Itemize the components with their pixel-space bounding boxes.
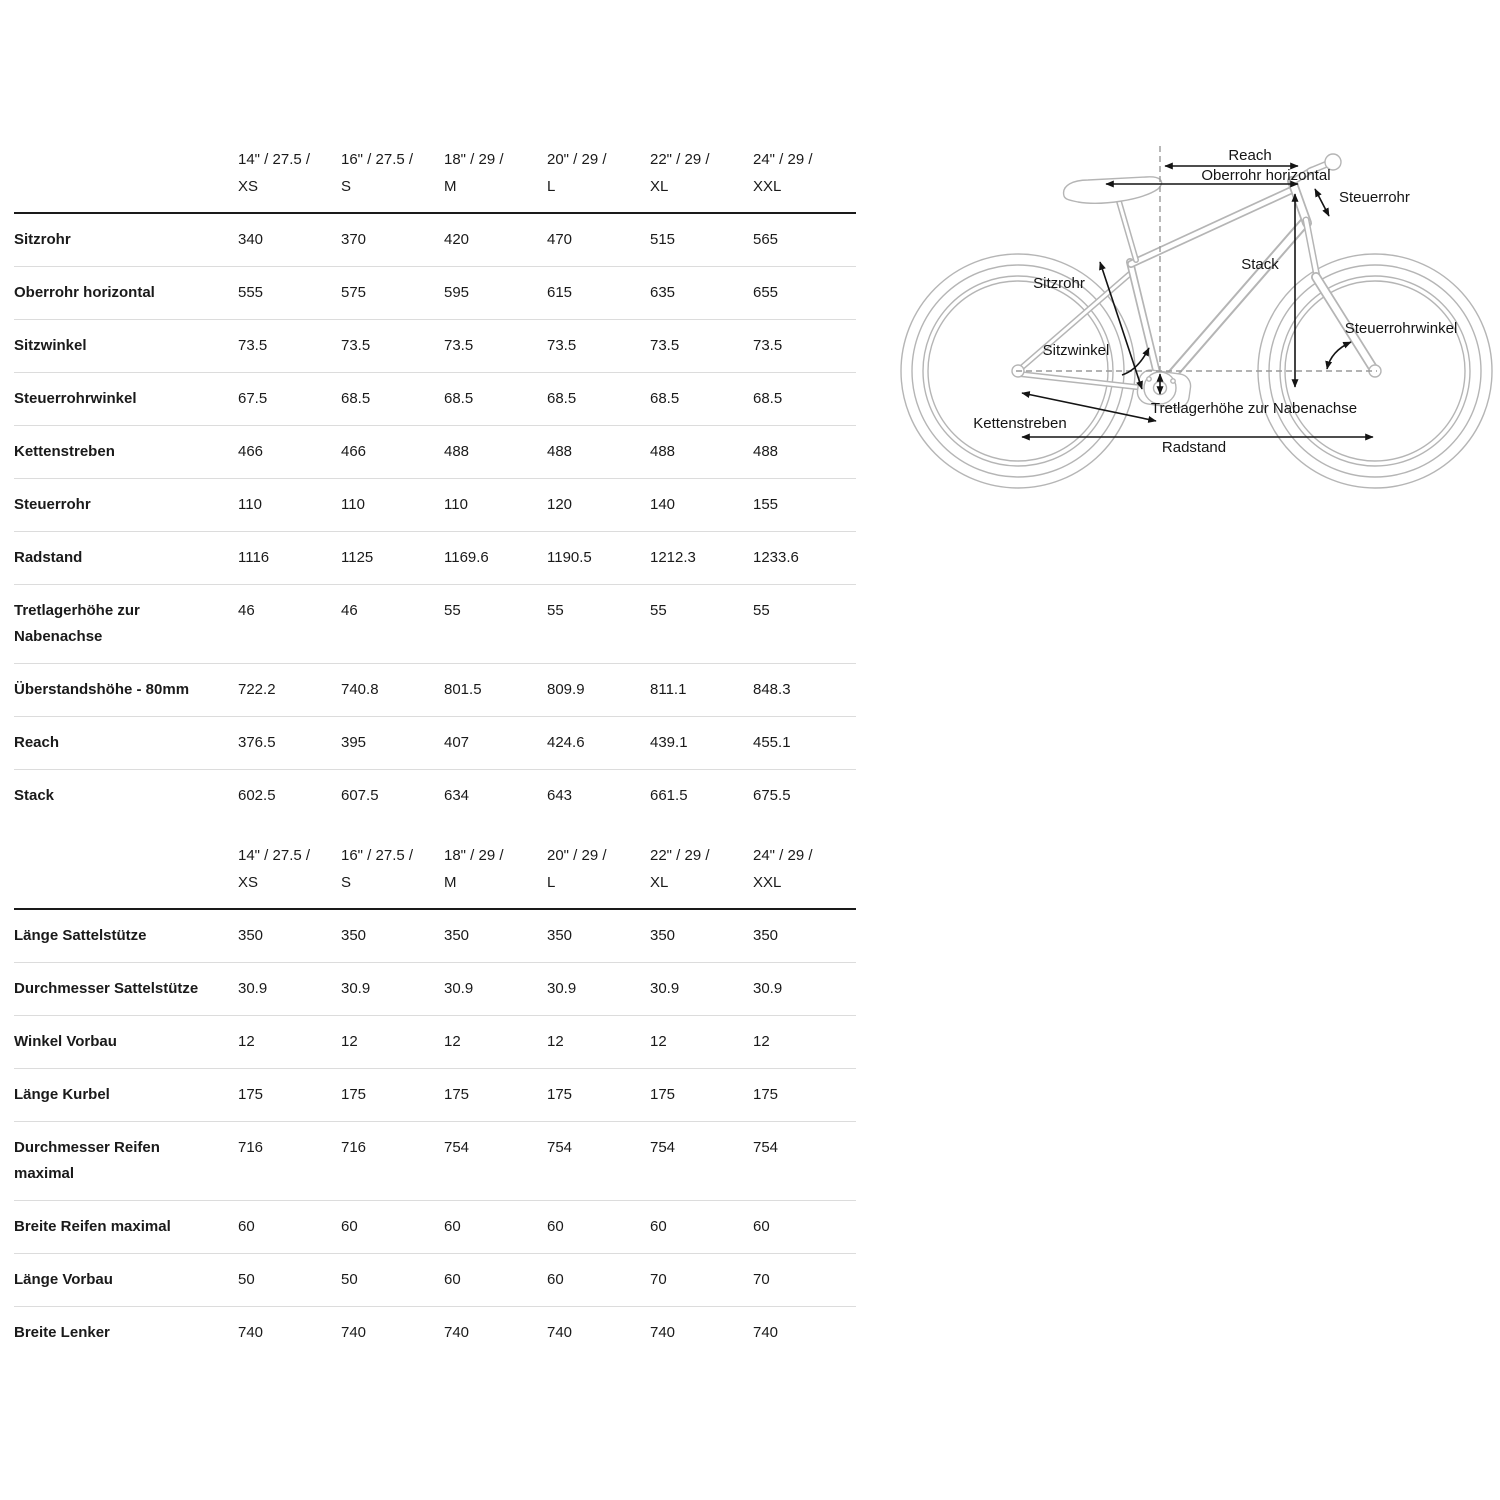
reach-label: Reach: [1228, 147, 1272, 164]
row-label: Reach: [14, 734, 60, 751]
value-cell: 175: [444, 1086, 470, 1103]
size-header-S: [341, 838, 444, 909]
value-cell: 424.6: [547, 734, 585, 751]
value-cell: 60: [238, 1218, 255, 1235]
size-header-XXL: [753, 142, 856, 213]
value-cell: 470: [547, 231, 573, 248]
value-cell: 407: [444, 734, 470, 751]
value-cell: 50: [341, 1271, 358, 1288]
row-label: Breite Lenker: [14, 1324, 110, 1341]
size-wheel-label: 20" / 29 /: [547, 151, 607, 168]
value-cell: 175: [547, 1086, 573, 1103]
value-cell: 716: [341, 1139, 367, 1156]
value-cell: 1212.3: [650, 549, 696, 566]
table-row: [14, 373, 856, 426]
value-cell: 12: [341, 1033, 358, 1050]
value-cell: 60: [444, 1271, 461, 1288]
value-cell: 73.5: [238, 337, 268, 354]
value-cell: 68.5: [547, 390, 577, 407]
kettenstreben-label: Kettenstreben: [973, 415, 1067, 432]
value-cell: 30.9: [650, 980, 680, 997]
value-cell: 175: [341, 1086, 367, 1103]
row-label: Durchmesser Sattelstütze: [14, 980, 199, 997]
radstand-label: Radstand: [1161, 439, 1227, 456]
value-cell: 68.5: [753, 390, 783, 407]
row-label: Sitzwinkel: [14, 337, 87, 354]
sitzwinkel-label: Sitzwinkel: [1042, 342, 1110, 359]
value-cell: 575: [341, 284, 367, 301]
size-code-label: XS: [238, 874, 259, 891]
value-cell: 740.8: [341, 681, 379, 698]
row-label: Kettenstreben: [14, 443, 115, 460]
value-cell: 73.5: [650, 337, 680, 354]
value-cell: 350: [650, 927, 676, 944]
value-cell: 740: [444, 1324, 470, 1341]
steuerrohrwinkel-label: Steuerrohrwinkel: [1344, 320, 1458, 337]
table-row: [14, 1016, 856, 1069]
value-cell: 848.3: [753, 681, 791, 698]
row-label: Radstand: [14, 549, 83, 566]
size-wheel-label: 14" / 27.5 /: [238, 847, 311, 864]
value-cell: 466: [238, 443, 264, 460]
value-cell: 488: [650, 443, 676, 460]
value-cell: 55: [650, 602, 667, 619]
value-cell: 73.5: [341, 337, 371, 354]
table-row: [14, 1254, 856, 1307]
value-cell: 350: [341, 927, 367, 944]
value-cell: 716: [238, 1139, 264, 1156]
size-code-label: L: [547, 178, 556, 195]
value-cell: 60: [444, 1218, 461, 1235]
value-cell: 30.9: [238, 980, 268, 997]
table-row: [14, 1122, 856, 1201]
table-row: [14, 770, 856, 823]
value-cell: 722.2: [238, 681, 276, 698]
front-fork: [1306, 220, 1381, 377]
empty-header-cell: [14, 838, 238, 909]
value-cell: 607.5: [341, 787, 379, 804]
table-row: [14, 213, 856, 267]
value-cell: 120: [547, 496, 573, 513]
size-code-label: XXL: [753, 874, 782, 891]
size-code-label: M: [444, 874, 457, 891]
value-cell: 811.1: [650, 681, 687, 698]
size-header-XL: [650, 142, 753, 213]
value-cell: 439.1: [650, 734, 688, 751]
value-cell: 73.5: [444, 337, 474, 354]
value-cell: 740: [753, 1324, 779, 1341]
table-row: [14, 532, 856, 585]
value-cell: 643: [547, 787, 573, 804]
row-label: Steuerrohrwinkel: [14, 390, 137, 407]
value-cell: 740: [238, 1324, 264, 1341]
value-cell: 12: [753, 1033, 770, 1050]
size-code-label: M: [444, 178, 457, 195]
value-cell: 30.9: [547, 980, 577, 997]
value-cell: 110: [444, 496, 468, 513]
value-cell: 740: [547, 1324, 573, 1341]
geometry-table: [14, 142, 856, 1359]
steuerrohrwinkel-arc: [1327, 342, 1351, 369]
value-cell: 466: [341, 443, 367, 460]
value-cell: 73.5: [547, 337, 577, 354]
size-header-row: [14, 838, 856, 909]
value-cell: 12: [650, 1033, 667, 1050]
table-row: [14, 1201, 856, 1254]
value-cell: 110: [238, 496, 262, 513]
row-label: Durchmesser Reifen maximal: [14, 1139, 160, 1182]
value-cell: 60: [547, 1271, 564, 1288]
stack-label: Stack: [1241, 256, 1279, 273]
value-cell: 809.9: [547, 681, 585, 698]
table-row: [14, 664, 856, 717]
value-cell: 350: [547, 927, 573, 944]
value-cell: 70: [753, 1271, 770, 1288]
value-cell: 60: [341, 1218, 358, 1235]
value-cell: 661.5: [650, 787, 688, 804]
value-cell: 420: [444, 231, 470, 248]
size-header-XL: [650, 838, 753, 909]
value-cell: 70: [650, 1271, 667, 1288]
size-wheel-label: 24" / 29 /: [753, 847, 813, 864]
value-cell: 555: [238, 284, 264, 301]
bike-geometry-diagram: [888, 132, 1498, 504]
size-code-label: XS: [238, 178, 259, 195]
table-row: [14, 426, 856, 479]
saddle: [1064, 177, 1162, 203]
value-cell: 30.9: [341, 980, 371, 997]
row-label: Oberrohr horizontal: [14, 284, 155, 301]
value-cell: 50: [238, 1271, 255, 1288]
sitzrohr-label: Sitzrohr: [1033, 275, 1085, 292]
value-cell: 55: [753, 602, 770, 619]
value-cell: 488: [547, 443, 573, 460]
value-cell: 30.9: [753, 980, 783, 997]
value-cell: 1116: [238, 549, 270, 566]
row-label: Länge Vorbau: [14, 1271, 113, 1288]
value-cell: 740: [341, 1324, 367, 1341]
size-header-XS: [238, 838, 341, 909]
value-cell: 595: [444, 284, 470, 301]
value-cell: 30.9: [444, 980, 474, 997]
value-cell: 60: [753, 1218, 770, 1235]
size-wheel-label: 24" / 29 /: [753, 151, 813, 168]
value-cell: 175: [753, 1086, 779, 1103]
value-cell: 350: [444, 927, 470, 944]
value-cell: 801.5: [444, 681, 482, 698]
value-cell: 488: [444, 443, 470, 460]
row-label: Breite Reifen maximal: [14, 1218, 171, 1235]
value-cell: 655: [753, 284, 779, 301]
value-cell: 140: [650, 496, 676, 513]
value-cell: 110: [341, 496, 365, 513]
table-row: [14, 963, 856, 1016]
value-cell: 740: [650, 1324, 676, 1341]
empty-header-cell: [14, 142, 238, 213]
value-cell: 634: [444, 787, 470, 804]
oberrohr-horizontal-label: Oberrohr horizontal: [1201, 167, 1331, 184]
value-cell: 635: [650, 284, 676, 301]
value-cell: 60: [547, 1218, 564, 1235]
tretlagerhoehe-label: Tretlagerhöhe zur Nabenachse: [1150, 400, 1358, 417]
value-cell: 68.5: [650, 390, 680, 407]
row-label: Winkel Vorbau: [14, 1033, 117, 1050]
size-header: [14, 142, 856, 213]
value-cell: 68.5: [341, 390, 371, 407]
value-cell: 1169.6: [444, 549, 489, 566]
size-wheel-label: 16" / 27.5 /: [341, 847, 414, 864]
size-header-L: [547, 142, 650, 213]
size-header-S: [341, 142, 444, 213]
value-cell: 754: [547, 1139, 573, 1156]
size-wheel-label: 22" / 29 /: [650, 847, 710, 864]
size-header: [14, 838, 856, 909]
value-cell: 46: [238, 602, 255, 619]
table-row: [14, 320, 856, 373]
steuerrohr-arrow: [1315, 189, 1329, 216]
value-cell: 350: [238, 927, 264, 944]
value-cell: 1233.6: [753, 549, 799, 566]
size-code-label: L: [547, 874, 556, 891]
value-cell: 60: [650, 1218, 667, 1235]
row-label: Stack: [14, 787, 55, 804]
row-label: Steuerrohr: [14, 496, 91, 513]
row-label: Sitzrohr: [14, 231, 71, 248]
value-cell: 602.5: [238, 787, 276, 804]
value-cell: 455.1: [753, 734, 791, 751]
value-cell: 68.5: [444, 390, 474, 407]
size-header-M: [444, 838, 547, 909]
size-header-XXL: [753, 838, 856, 909]
table-row: [14, 479, 856, 532]
size-header-L: [547, 838, 650, 909]
size-code-label: S: [341, 178, 352, 195]
size-wheel-label: 18" / 29 /: [444, 151, 504, 168]
row-label: Länge Kurbel: [14, 1086, 110, 1103]
size-code-label: S: [341, 874, 352, 891]
table-row: [14, 1307, 856, 1360]
value-cell: 515: [650, 231, 676, 248]
table-row: [14, 267, 856, 320]
row-label: Tretlagerhöhe zur Nabenachse: [14, 602, 140, 645]
value-cell: 67.5: [238, 390, 268, 407]
value-cell: 754: [444, 1139, 470, 1156]
size-header-M: [444, 142, 547, 213]
value-cell: 55: [444, 602, 461, 619]
component-geometry-rows: [14, 909, 856, 1359]
row-label: Überstandshöhe - 80mm: [14, 681, 190, 698]
size-wheel-label: 14" / 27.5 /: [238, 151, 311, 168]
size-wheel-label: 22" / 29 /: [650, 151, 710, 168]
table-row: [14, 1069, 856, 1122]
size-header-XS: [238, 142, 341, 213]
value-cell: 370: [341, 231, 367, 248]
size-wheel-label: 16" / 27.5 /: [341, 151, 414, 168]
row-label: Länge Sattelstütze: [14, 927, 147, 944]
value-cell: 565: [753, 231, 779, 248]
value-cell: 12: [238, 1033, 255, 1050]
table-row: [14, 585, 856, 664]
table-row: [14, 909, 856, 963]
size-code-label: XXL: [753, 178, 782, 195]
geometry-table-frame: [14, 142, 856, 822]
geometry-table-components: [14, 838, 856, 1359]
size-header-row: [14, 142, 856, 213]
value-cell: 376.5: [238, 734, 276, 751]
value-cell: 350: [753, 927, 779, 944]
size-wheel-label: 18" / 29 /: [444, 847, 504, 864]
size-wheel-label: 20" / 29 /: [547, 847, 607, 864]
size-code-label: XL: [650, 178, 669, 195]
value-cell: 175: [650, 1086, 676, 1103]
value-cell: 155: [753, 496, 779, 513]
saddle-and-seatpost: [1064, 177, 1162, 260]
size-code-label: XL: [650, 874, 669, 891]
value-cell: 55: [547, 602, 564, 619]
value-cell: 12: [547, 1033, 564, 1050]
value-cell: 46: [341, 602, 358, 619]
value-cell: 175: [238, 1086, 264, 1103]
value-cell: 488: [753, 443, 779, 460]
value-cell: 12: [444, 1033, 461, 1050]
value-cell: 1190.5: [547, 549, 592, 566]
value-cell: 395: [341, 734, 367, 751]
value-cell: 754: [650, 1139, 676, 1156]
value-cell: 615: [547, 284, 573, 301]
value-cell: 73.5: [753, 337, 783, 354]
frame-geometry-rows: [14, 213, 856, 822]
value-cell: 340: [238, 231, 264, 248]
steuerrohr-label: Steuerrohr: [1339, 189, 1410, 206]
table-row: [14, 717, 856, 770]
value-cell: 754: [753, 1139, 779, 1156]
value-cell: 1125: [341, 549, 374, 566]
value-cell: 675.5: [753, 787, 791, 804]
